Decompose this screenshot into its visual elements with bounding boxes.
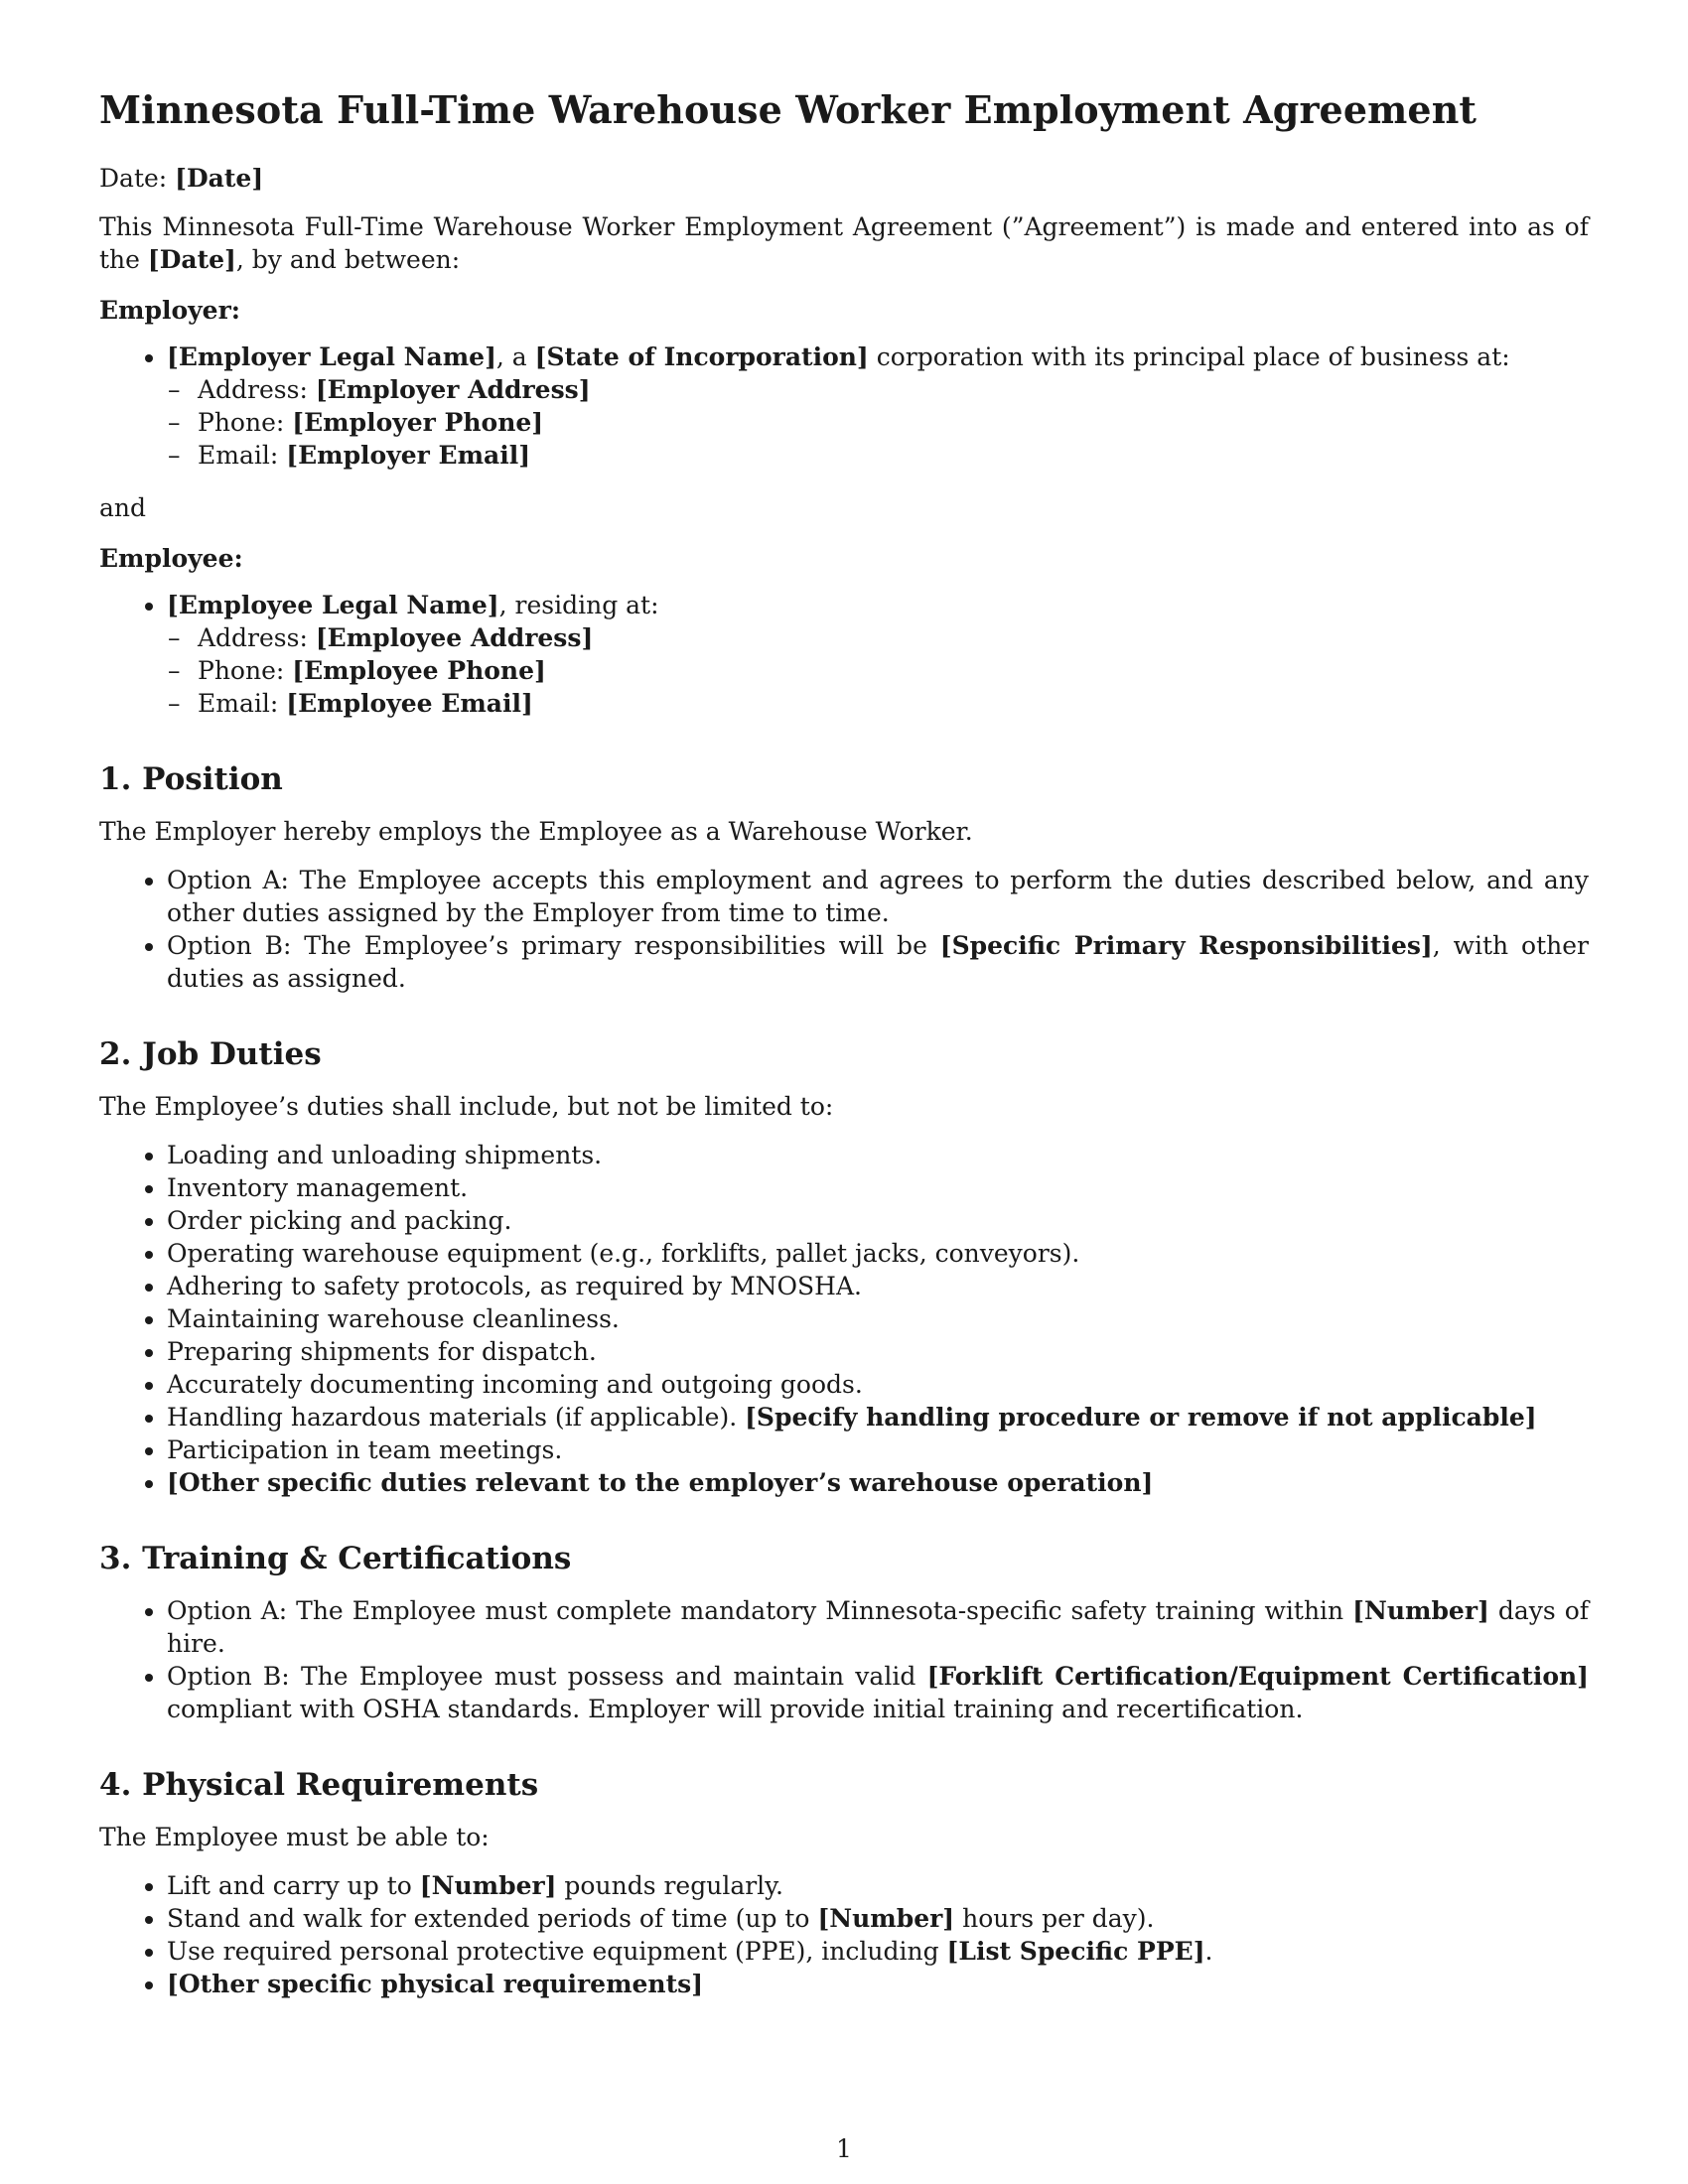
stand-text: Stand and walk for extended periods of time (up to	[167, 1904, 818, 1933]
option-b-text: Option B: The Employee’s primary responsibilities will be	[167, 931, 940, 960]
date-line	[99, 162, 1589, 195]
other-requirements-placeholder: [Other specific physical requirements]	[167, 1970, 704, 1998]
training-text-end: days of hire.	[167, 1596, 1589, 1658]
section-3-option-b	[167, 1660, 1589, 1725]
employer-item	[167, 341, 1589, 472]
stand-placeholder: [Number]	[817, 1904, 955, 1933]
employer-address-placeholder: [Employer Address]	[315, 375, 591, 404]
date-placeholder: [Date]	[175, 164, 264, 193]
employee-item	[167, 589, 1589, 720]
employee-phone-label: Phone:	[198, 656, 293, 685]
date-label: Date:	[99, 164, 176, 193]
duty-item: • Accurately documenting incoming and outgoing goods.	[167, 1368, 1589, 1401]
section-1-option-b	[167, 929, 1589, 995]
section-1-options	[99, 864, 1589, 995]
duty-item: • Loading and unloading shipments.	[167, 1139, 1589, 1171]
duty-item: • Operating warehouse equipment (e.g., forklifts, pallet jacks, conveyors).	[167, 1237, 1589, 1270]
requirement-stand	[167, 1902, 1589, 1935]
section-4-requirements	[99, 1869, 1589, 2000]
intro-text-end: , by and between:	[235, 245, 461, 274]
certification-placeholder: [Forklift Certification/Equipment Certification]	[926, 1662, 1590, 1691]
employee-phone	[198, 654, 1589, 687]
intro-paragraph	[99, 210, 1589, 276]
employer-address-label: Address:	[198, 375, 316, 404]
duty-item-other	[167, 1466, 1589, 1499]
employee-address-placeholder: [Employee Address]	[315, 623, 594, 652]
employer-contact-list	[167, 373, 1589, 472]
employee-email-placeholder: [Employee Email]	[286, 689, 533, 718]
duty-item: • Participation in team meetings.	[167, 1433, 1589, 1466]
intro-text: This Minnesota Full-Time Warehouse Worker Employment Agreement (”Agreement”) is made and entered into as of the	[99, 212, 1589, 274]
other-duties-placeholder: [Other specific duties relevant to the employer’s warehouse operation]	[167, 1468, 1154, 1497]
employee-email-label: Email:	[198, 689, 287, 718]
employer-email-placeholder: [Employer Email]	[286, 441, 531, 470]
section-3-options	[99, 1594, 1589, 1725]
section-4-intro: The Employee must be able to:	[99, 1823, 490, 1851]
page-number: 1	[836, 2134, 852, 2163]
ppe-text-end: .	[1204, 1937, 1213, 1966]
employee-heading: Employee:	[99, 544, 243, 573]
requirement-lift	[167, 1869, 1589, 1902]
section-1-heading: 1. Position	[99, 761, 283, 797]
employee-phone-placeholder: [Employee Phone]	[292, 656, 546, 685]
certification-text-end: compliant with OSHA standards. Employer will provide initial training and recertification.	[167, 1695, 1304, 1723]
employer-state-placeholder: [State of Incorporation]	[534, 342, 869, 371]
option-b-placeholder: [Specific Primary Responsibilities]	[939, 931, 1433, 960]
section-2-duties	[99, 1139, 1589, 1499]
ppe-text: Use required personal protective equipment (PPE), including	[167, 1937, 947, 1966]
lift-text-end: pounds regularly.	[556, 1871, 783, 1900]
training-days-placeholder: [Number]	[1352, 1596, 1489, 1625]
section-1-intro: The Employer hereby employs the Employee as a Warehouse Worker.	[99, 817, 973, 846]
employer-email-label: Email:	[198, 441, 287, 470]
intro-date-placeholder: [Date]	[147, 245, 236, 274]
employee-name-placeholder: [Employee Legal Name]	[167, 591, 499, 619]
duty-item: • Preparing shipments for dispatch.	[167, 1335, 1589, 1368]
employee-address	[198, 621, 1589, 654]
and-text: and	[99, 493, 147, 522]
employee-address-label: Address:	[198, 623, 316, 652]
training-text: Option A: The Employee must complete mandatory Minnesota-specific safety training within	[167, 1596, 1353, 1625]
employer-text: , a	[495, 342, 535, 371]
employee-contact-list	[167, 621, 1589, 720]
section-3-option-a	[167, 1594, 1589, 1660]
employer-email	[198, 439, 1589, 472]
stand-text-end: hours per day).	[954, 1904, 1155, 1933]
section-2-heading: 2. Job Duties	[99, 1036, 322, 1072]
document-title: Minnesota Full-Time Warehouse Worker Employment Agreement	[99, 87, 1477, 132]
employer-phone-placeholder: [Employer Phone]	[292, 408, 544, 437]
requirement-ppe	[167, 1935, 1589, 1968]
lift-placeholder: [Number]	[419, 1871, 557, 1900]
certification-text: Option B: The Employee must possess and maintain valid	[167, 1662, 927, 1691]
employee-email	[198, 687, 1589, 720]
duty-item: • Order picking and packing.	[167, 1204, 1589, 1237]
employer-address	[198, 373, 1589, 406]
employee-list	[99, 589, 1589, 720]
employer-text-end: corporation with its principal place of business at:	[868, 342, 1510, 371]
requirement-other	[167, 1968, 1589, 2000]
duty-item: • Maintaining warehouse cleanliness.	[167, 1302, 1589, 1335]
ppe-placeholder: [List Specific PPE]	[946, 1937, 1205, 1966]
employer-phone-label: Phone:	[198, 408, 293, 437]
employee-text: , residing at:	[498, 591, 659, 619]
section-3-heading: 3. Training & Certifications	[99, 1541, 572, 1576]
section-4-heading: 4. Physical Requirements	[99, 1767, 539, 1803]
section-2-intro: The Employee’s duties shall include, but not be limited to:	[99, 1092, 834, 1121]
duty-item: • Inventory management.	[167, 1171, 1589, 1204]
hazard-text: Handling hazardous materials (if applicable).	[167, 1403, 746, 1432]
duty-item: • Adhering to safety protocols, as required by MNOSHA.	[167, 1270, 1589, 1302]
employer-list	[99, 341, 1589, 472]
hazard-placeholder: [Specify handling procedure or remove if not applicable]	[745, 1403, 1537, 1432]
document-page	[99, 87, 1589, 2016]
section-1-option-a: • Option A: The Employee accepts this employment and agrees to perform the duties described below, and any other duties assigned by the Employer from time to time.	[167, 864, 1589, 929]
lift-text: Lift and carry up to	[167, 1871, 420, 1900]
employer-heading: Employer:	[99, 296, 240, 325]
option-b-text-end: , with other duties as assigned.	[167, 931, 1589, 993]
duty-item-hazard	[167, 1401, 1589, 1433]
employer-name-placeholder: [Employer Legal Name]	[167, 342, 496, 371]
employer-phone	[198, 406, 1589, 439]
